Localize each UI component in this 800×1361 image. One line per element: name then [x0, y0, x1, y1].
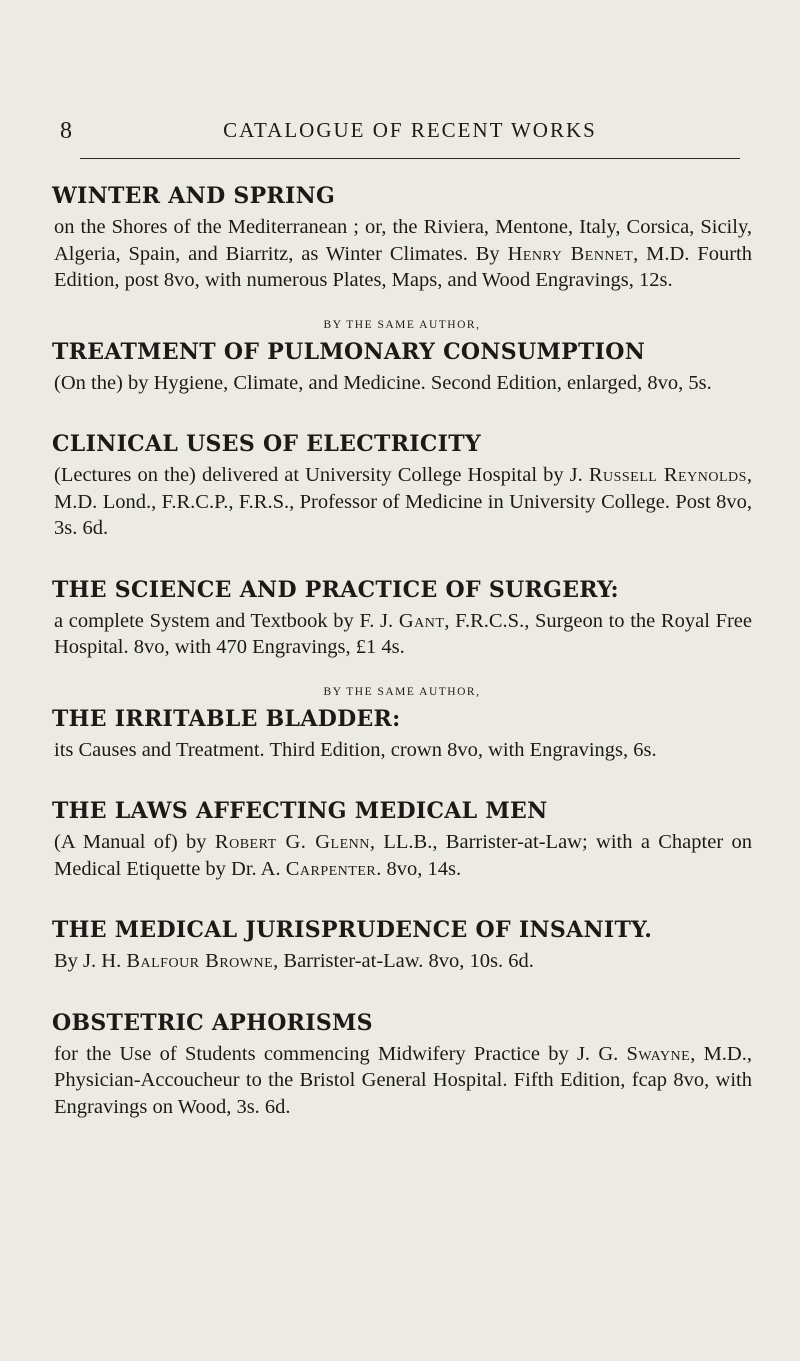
entry-description [52, 948, 752, 975]
entry-text: , M.D. Lond., F.R.C.P., F.R.S., Professor of Medicine in University College. Post 8vo, 3s. 6d. [54, 464, 753, 539]
catalogue-entry-clinical-electricity [52, 430, 752, 542]
entry-description [52, 462, 752, 542]
entry-description [52, 737, 752, 764]
catalogue-entry-jurisprudence-insanity [52, 916, 752, 975]
entry-title: CLINICAL USES OF ELECTRICITY [52, 431, 481, 457]
page-title: CATALOGUE OF RECENT WORKS [223, 118, 597, 142]
entry-text: , M.D. Fourth Edition, post 8vo, with numerous Plates, Maps, and Wood Engravings, 12s. [54, 242, 752, 291]
entry-author: Henry Bennet [507, 242, 634, 265]
page-number: 8 [60, 118, 73, 144]
entry-text: , Barrister-at-Law. 8vo, 10s. 6d. [273, 950, 534, 972]
entry-text: a complete System and Textbook by F. J. [54, 609, 399, 632]
catalogue-entry-obstetric-aphorisms [52, 1009, 752, 1121]
same-author-note: BY THE SAME AUTHOR, [323, 685, 481, 698]
entry-title: THE IRRITABLE BLADDER: [52, 705, 401, 732]
entry-author: Carpenter [285, 857, 377, 880]
catalogue-entry-winter-and-spring [52, 182, 752, 294]
entry-title: WINTER AND SPRING [52, 183, 336, 209]
entry-text: (A Manual of) by [54, 831, 215, 853]
entry-title: THE MEDICAL JURISPRUDENCE OF INSANITY. [52, 917, 653, 943]
entry-title: TREATMENT OF PULMONARY CONSUMPTION [52, 338, 646, 365]
entry-author: Gant [398, 609, 445, 632]
entry-text: . 8vo, 14s. [376, 857, 462, 880]
same-author-note: BY THE SAME AUTHOR, [323, 318, 481, 331]
entry-description [52, 608, 752, 661]
entry-title: OBSTETRIC APHORISMS [52, 1009, 373, 1036]
entry-text: , LL.B., Barrister-at-Law; with a Chapter on Medical Etiquette by Dr. A. [54, 831, 752, 880]
catalogue-entries [52, 182, 752, 1120]
entry-text: its Causes and Treatment. Third Edition, crown 8vo, with Engravings, 6s. [54, 738, 657, 761]
entry-author: Robert G. Glenn [214, 831, 370, 853]
catalogue-entry-science-of-surgery [52, 576, 752, 661]
entry-text: (Lectures on the) delivered at University College Hospital by J. [54, 464, 589, 486]
entry-author: Swayne [626, 1042, 691, 1065]
entry-description [52, 1041, 752, 1121]
entry-text: for the Use of Students commencing Midwifery Practice by J. G. [54, 1042, 627, 1065]
entry-description [52, 370, 752, 397]
entry-text: , F.R.C.S., Surgeon to the Royal Free Hospital. 8vo, with 470 Engravings, £1 4s. [54, 609, 752, 658]
catalogue-entry-pulmonary-consumption [52, 318, 752, 397]
entry-text: , M.D., Physician-Accoucheur to the Bristol General Hospital. Fifth Edition, fcap 8vo, with Engravings on Wood, 3s. 6d. [54, 1042, 752, 1118]
running-head [60, 118, 760, 148]
catalogue-entry-laws-medical-men [52, 797, 752, 882]
entry-text: (On the) by Hygiene, Climate, and Medicine. Second Edition, enlarged, 8vo, 5s. [54, 371, 712, 394]
entry-text: on the Shores of the Mediterranean ; or, the Riviera, Mentone, Italy, Corsica, Sicily, Algeria, Spain, and Biarritz, as Winter Climates. By [54, 216, 752, 265]
entry-title: THE SCIENCE AND PRACTICE OF SURGERY: [52, 576, 619, 603]
entry-description [52, 214, 752, 294]
entry-title: THE LAWS AFFECTING MEDICAL MEN [52, 798, 548, 824]
entry-text: By J. H. [54, 950, 127, 972]
header-rule [80, 158, 740, 159]
entry-description [52, 829, 752, 882]
entry-author: Russell Reynolds [588, 464, 747, 486]
catalogue-entry-irritable-bladder [52, 685, 752, 764]
entry-author: Balfour Browne [126, 950, 274, 972]
